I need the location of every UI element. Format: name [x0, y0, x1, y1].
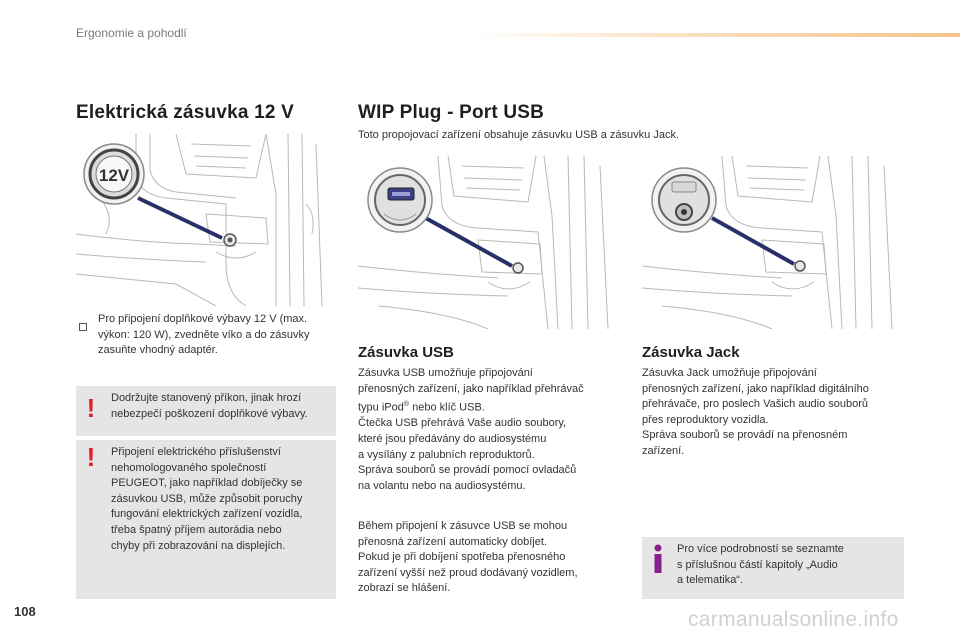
- text-line: nebezpečí poškození doplňkové výbavy.: [111, 407, 308, 420]
- title-12v-socket: Elektrická zásuvka 12 V: [76, 102, 294, 123]
- text-line: Čtečka USB přehrává Vaše audio soubory,: [358, 417, 567, 430]
- text-line: Zásuvka Jack umožňuje připojování: [642, 367, 817, 379]
- title-jack-socket: Zásuvka Jack: [642, 344, 740, 361]
- text-line: Správa souborů se provádí pomocí ovladačů: [358, 464, 577, 477]
- info-audio-text: [677, 542, 899, 589]
- text-line: fungování elektrických zařízení vozidla,: [111, 508, 303, 521]
- section-header: Ergonomie a pohodlí: [76, 26, 187, 40]
- text-line: Pro více podrobností se seznamte: [677, 543, 844, 555]
- text-line: výkon: 120 W), zvedněte víko a do zásuvky: [98, 328, 310, 341]
- text-line: Správa souborů se provádí na přenosném: [642, 429, 848, 442]
- figure-jack-socket: [642, 156, 902, 329]
- text-line: Během připojení k zásuvce USB se mohou: [358, 520, 568, 532]
- text-line: Dodržujte stanovený příkon, jinak hrozí: [111, 392, 302, 404]
- wip-intro: Toto propojovací zařízení obsahuje zásuvku USB a zásuvku Jack.: [358, 129, 680, 141]
- socket-label-12v: 12V: [98, 166, 130, 185]
- watermark-text: carmanualsonline.info: [688, 608, 899, 631]
- figure-12v-socket: [76, 134, 336, 306]
- warning-accessories-text: [111, 445, 333, 554]
- text-line: nehomologovaného společností: [111, 461, 267, 474]
- text-line: a vysílány z palubních reproduktorů.: [358, 448, 535, 461]
- console-illustration-12v: [76, 134, 336, 306]
- console-illustration-jack: [642, 156, 902, 329]
- text-line: které jsou předávány do audiosystému: [358, 433, 547, 446]
- text-line: přenosných zařízení, jako například digitálního: [642, 382, 869, 395]
- text-line: zařízení vyšší než proud dodávaný vozidlem,: [358, 566, 578, 579]
- title-wip-plug: WIP Plug - Port USB: [358, 102, 545, 123]
- page-number: 108: [14, 604, 36, 619]
- bullet-12v-instructions: [98, 312, 340, 359]
- text-line: Pokud je při dobíjení spotřeba přenosného: [358, 551, 566, 564]
- text-line: Připojení elektrického příslušenství: [111, 446, 281, 458]
- exclamation-warning-icon: !: [86, 442, 96, 472]
- text-line: přenosná zařízení automaticky dobíjet.: [358, 535, 547, 548]
- text-line: přehrávače, pro poslech Vašich audio souborů: [642, 398, 869, 411]
- text-line: třeba špatný příjem autorádia nebo: [111, 523, 282, 536]
- usb-charging-note: [358, 519, 620, 597]
- text-line: s příslušnou částí kapitoly „Audio: [677, 558, 838, 571]
- text-line: zásuvkou USB, může způsobit poruchy: [111, 492, 303, 505]
- title-usb-socket: Zásuvka USB: [358, 344, 454, 361]
- console-illustration-usb: [358, 156, 618, 329]
- exclamation-warning-icon: !: [86, 393, 96, 423]
- text-line: přes reproduktory vozidla.: [642, 413, 769, 426]
- jack-description: [642, 366, 910, 460]
- text-line: přenosných zařízení, jako například přehrávač: [358, 382, 584, 395]
- figure-usb-socket: [358, 156, 618, 329]
- text-line: PEUGEOT, jako například dobíječky se: [111, 477, 303, 490]
- square-bullet-icon: [79, 318, 87, 336]
- text-line: zařízení.: [642, 444, 685, 457]
- usb-description: [358, 366, 620, 494]
- text-line: typu iPod® nebo klíč USB.: [358, 401, 485, 414]
- warning-power-text: [111, 391, 333, 422]
- text-line: zasuňte vhodný adaptér.: [98, 344, 218, 357]
- text-line: a telematika“.: [677, 574, 744, 587]
- info-icon: [652, 544, 664, 579]
- text-line: Zásuvka USB umožňuje připojování: [358, 367, 533, 379]
- text-line: chyby při zobrazování na displejích.: [111, 539, 286, 552]
- text-line: na volantu nebo na audiosystému.: [358, 479, 526, 492]
- header-accent-bar: [470, 33, 960, 37]
- text-line: zobrazí se hlášení.: [358, 582, 451, 595]
- text-line: Pro připojení doplňkové výbavy 12 V (max.: [98, 313, 308, 325]
